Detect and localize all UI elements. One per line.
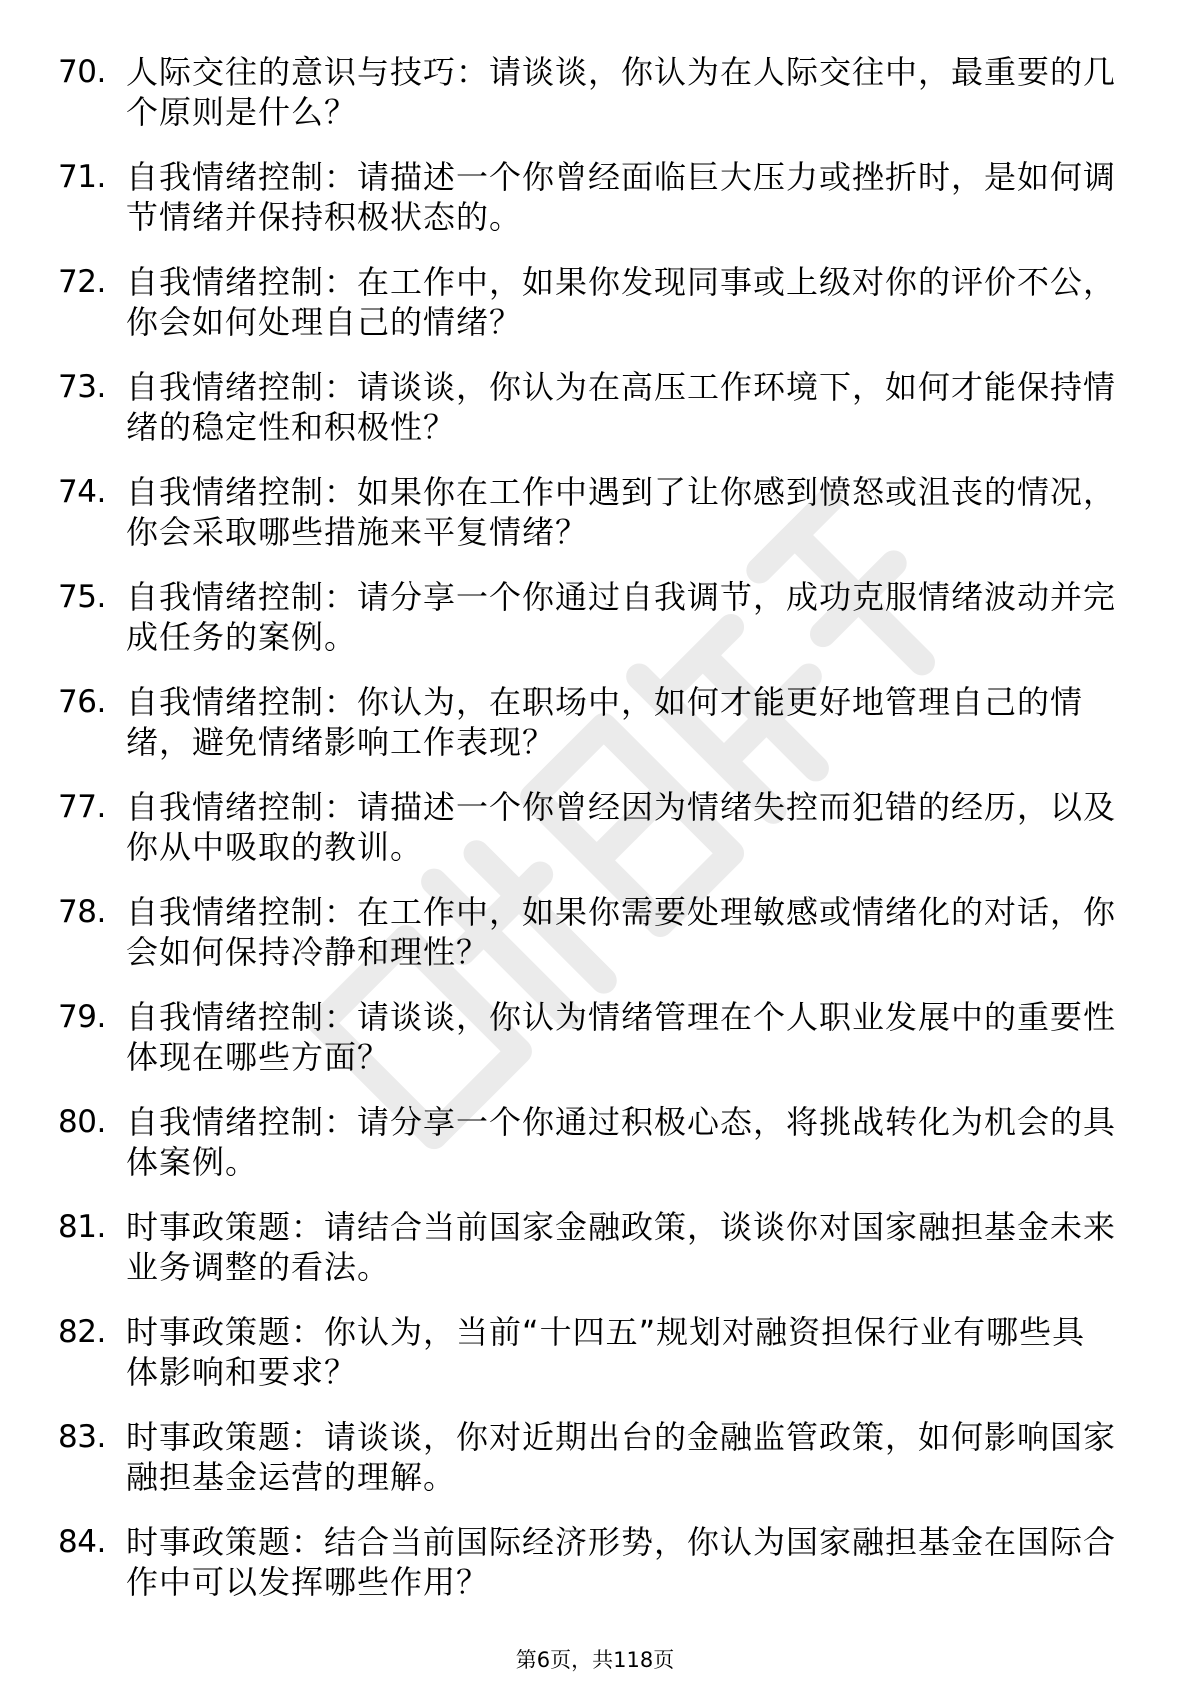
question-item xyxy=(58,1312,1118,1417)
question-text: 人际交往的意识与技巧：请谈谈，你认为在人际交往中，最重要的几个原则是什么？ xyxy=(126,53,1117,131)
question-text: 自我情绪控制：请分享一个你通过自我调节，成功克服情绪波动并完成任务的案例。 xyxy=(126,578,1117,656)
question-text: 自我情绪控制：在工作中，如果你发现同事或上级对你的评价不公，你会如何处理自己的情绪？ xyxy=(126,263,1117,341)
question-item xyxy=(58,682,1118,787)
question-number: 70. xyxy=(58,54,106,90)
question-list xyxy=(58,52,1118,1627)
question-number: 78. xyxy=(58,894,106,930)
question-number: 83. xyxy=(58,1419,106,1455)
question-item xyxy=(58,1417,1118,1522)
question-number: 84. xyxy=(58,1524,106,1560)
question-number: 77. xyxy=(58,789,106,825)
question-item xyxy=(58,262,1118,367)
question-item xyxy=(58,1207,1118,1312)
question-text: 自我情绪控制：在工作中，如果你需要处理敏感或情绪化的对话，你会如何保持冷静和理性？ xyxy=(126,893,1117,971)
question-item xyxy=(58,1102,1118,1207)
question-text: 时事政策题：请谈谈，你对近期出台的金融监管政策，如何影响国家融担基金运营的理解。 xyxy=(126,1418,1117,1496)
question-item xyxy=(58,157,1118,262)
question-item xyxy=(58,367,1118,472)
question-number: 80. xyxy=(58,1104,106,1140)
question-text: 自我情绪控制：如果你在工作中遇到了让你感到愤怒或沮丧的情况，你会采取哪些措施来平复情绪？ xyxy=(126,473,1117,551)
question-text: 自我情绪控制：你认为，在职场中，如何才能更好地管理自己的情绪，避免情绪影响工作表现？ xyxy=(126,683,1084,761)
question-text: 自我情绪控制：请谈谈，你认为在高压工作环境下，如何才能保持情绪的稳定性和积极性？ xyxy=(126,368,1117,446)
question-item xyxy=(58,1522,1118,1627)
question-text: 时事政策题：结合当前国际经济形势，你认为国家融担基金在国际合作中可以发挥哪些作用？ xyxy=(126,1523,1117,1601)
question-number: 75. xyxy=(58,579,106,615)
question-text: 自我情绪控制：请分享一个你通过积极心态，将挑战转化为机会的具体案例。 xyxy=(126,1103,1117,1181)
question-number: 82. xyxy=(58,1314,106,1350)
question-item xyxy=(58,997,1118,1102)
question-item xyxy=(58,892,1118,997)
question-number: 81. xyxy=(58,1209,106,1245)
question-number: 71. xyxy=(58,159,106,195)
question-text: 自我情绪控制：请描述一个你曾经因为情绪失控而犯错的经历，以及你从中吸取的教训。 xyxy=(126,788,1117,866)
question-number: 72. xyxy=(58,264,106,300)
page-number-footer: 第6页，共118页 xyxy=(515,1648,675,1672)
question-number: 73. xyxy=(58,369,106,405)
question-number: 74. xyxy=(58,474,106,510)
question-text: 时事政策题：你认为，当前“十四五”规划对融资担保行业有哪些具体影响和要求？ xyxy=(126,1313,1086,1391)
question-item xyxy=(58,787,1118,892)
question-text: 时事政策题：请结合当前国家金融政策，谈谈你对国家融担基金未来业务调整的看法。 xyxy=(126,1208,1117,1286)
question-text: 自我情绪控制：请谈谈，你认为情绪管理在个人职业发展中的重要性体现在哪些方面？ xyxy=(126,998,1117,1076)
question-item xyxy=(58,472,1118,577)
question-item xyxy=(58,577,1118,682)
question-number: 79. xyxy=(58,999,106,1035)
question-text: 自我情绪控制：请描述一个你曾经面临巨大压力或挫折时，是如何调节情绪并保持积极状态的。 xyxy=(126,158,1117,236)
question-item xyxy=(58,52,1118,157)
question-number: 76. xyxy=(58,684,106,720)
